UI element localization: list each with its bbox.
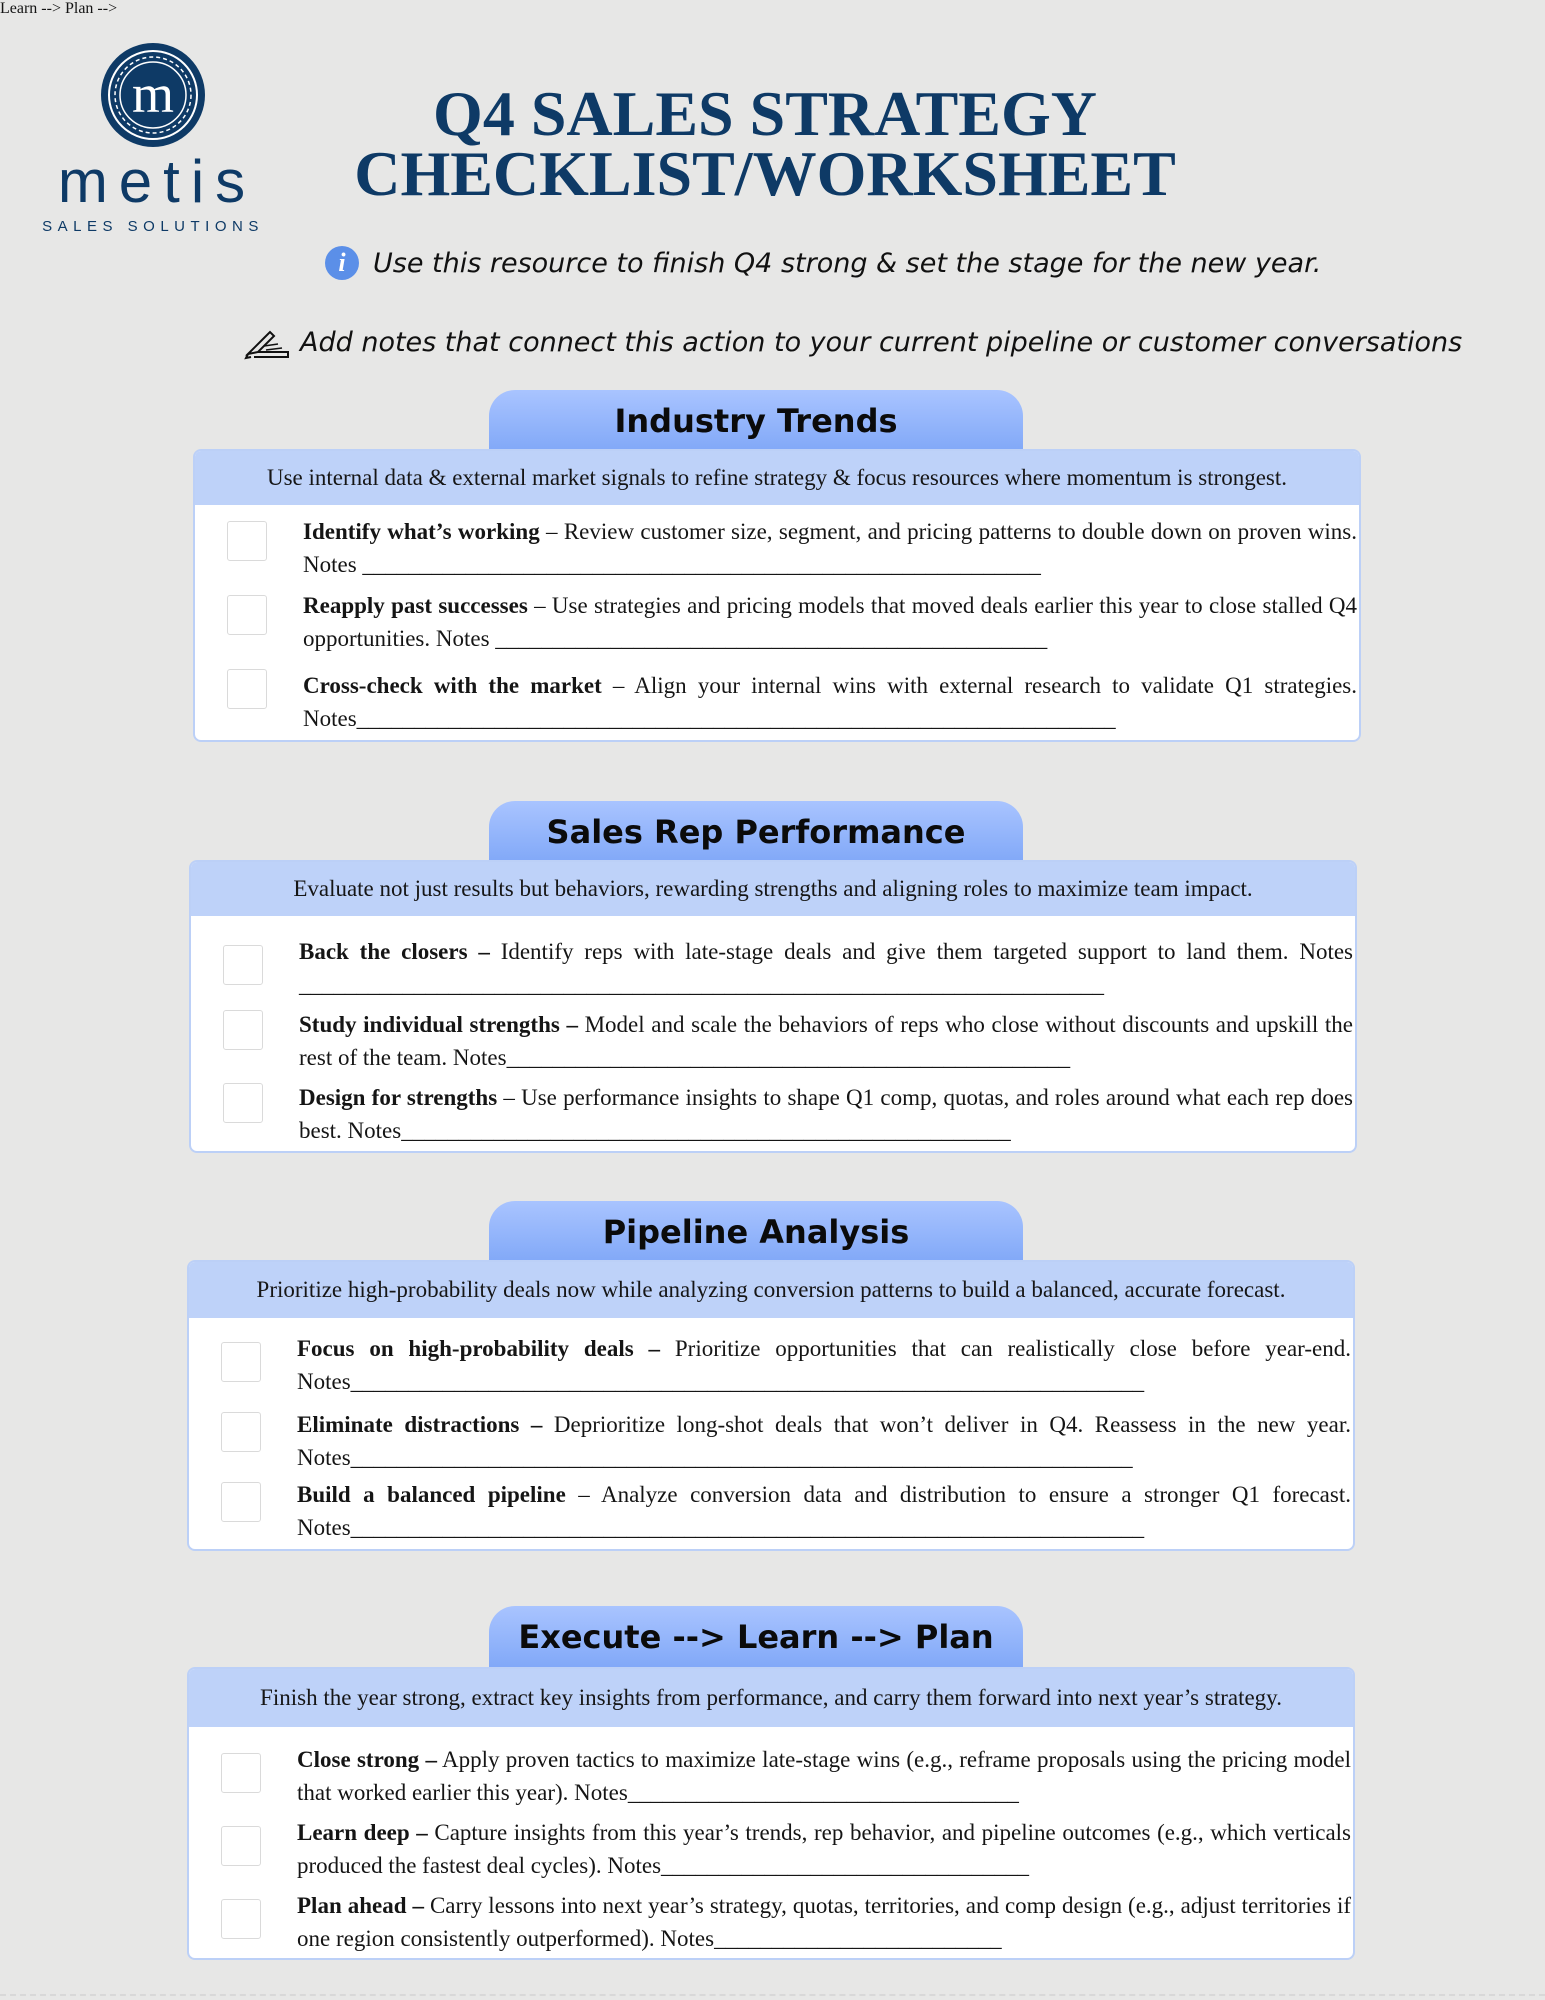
item-text (297, 1408, 1351, 1474)
brand-wordmark: metis (57, 148, 257, 215)
metis-logo (38, 42, 268, 235)
section-description: Finish the year strong, extract key insights from performance, and carry them forward into next year’s strategy. (189, 1669, 1353, 1727)
item-description: Identify reps with late-stage deals and give them targeted support to land them. Notes ______________________________________________________________________ (299, 939, 1353, 997)
svg-text:m: m (131, 64, 175, 124)
item-title: Plan ahead – (297, 1893, 424, 1918)
item-description: – Review customer size, segment, and pricing patterns to double down on proven wins. Notes ___________________________________________________________ (303, 519, 1357, 577)
item-title: Focus on high-probability deals – (297, 1336, 661, 1361)
checkbox[interactable] (227, 521, 267, 561)
checkbox[interactable] (223, 1083, 263, 1123)
section-heading: Industry Trends (489, 390, 1023, 456)
checkbox[interactable] (223, 1010, 263, 1050)
item-title: Eliminate distractions – (297, 1412, 543, 1437)
item-text (299, 1008, 1353, 1074)
section-heading: Sales Rep Performance (489, 801, 1023, 867)
item-description: – Use performance insights to shape Q1 comp, quotas, and roles around what each rep does best. Notes_____________________________________________________ (299, 1085, 1353, 1143)
item-text (299, 935, 1353, 1001)
title-line-2: CHECKLIST/WORKSHEET (354, 138, 1176, 209)
item-title: Cross-check with the market (303, 673, 602, 698)
item-description: Carry lessons into next year’s strategy, quotas, territories, and comp design (e.g., adjust territories if one region consistently outperformed). Notes_________________________ (297, 1893, 1351, 1951)
section-card (193, 449, 1361, 742)
instruction-resource-text: Use this resource to finish Q4 strong & set the stage for the new year. (373, 247, 1322, 279)
item-description: Capture insights from this year’s trends, rep behavior, and pipeline outcomes (e.g., which verticals produced the fastest deal cycles). Notes________________________________ (297, 1820, 1351, 1878)
checkbox[interactable] (227, 595, 267, 635)
checkbox[interactable] (221, 1753, 261, 1793)
instruction-notes (244, 324, 1462, 360)
metis-monogram-icon (100, 42, 206, 148)
section-heading: Execute --> Learn --> Plan (489, 1606, 1023, 1672)
checkbox[interactable] (223, 945, 263, 985)
item-text (297, 1889, 1351, 1955)
info-icon: i (325, 246, 359, 280)
item-text (297, 1743, 1351, 1809)
item-text (303, 515, 1357, 581)
checkbox[interactable] (221, 1482, 261, 1522)
pen-hand-icon (244, 324, 292, 360)
item-text (303, 669, 1357, 735)
item-title: Learn deep – (297, 1820, 428, 1845)
checkbox[interactable] (221, 1412, 261, 1452)
checkbox[interactable] (221, 1342, 261, 1382)
item-text (299, 1081, 1353, 1147)
checkbox[interactable] (227, 669, 267, 709)
title-line-1: Q4 SALES STRATEGY (433, 78, 1097, 149)
section-card (189, 860, 1357, 1153)
instruction-resource (325, 246, 1321, 280)
item-text (297, 1478, 1351, 1544)
item-description: Model and scale the behaviors of reps who close without discounts and upskill the rest of the team. Notes_________________________________________________ (299, 1012, 1353, 1070)
item-title: Back the closers – (299, 939, 490, 964)
item-description: Deprioritize long-shot deals that won’t deliver in Q4. Reassess in the new year. Notes____________________________________________________________________ (297, 1412, 1351, 1470)
section-description: Evaluate not just results but behaviors, rewarding strengths and aligning roles to maximize team impact. (191, 862, 1355, 916)
checkbox[interactable] (221, 1899, 261, 1939)
section-card (187, 1260, 1355, 1551)
item-title: Close strong – (297, 1747, 437, 1772)
item-title: Design for strengths (299, 1085, 498, 1110)
item-title: Build a balanced pipeline (297, 1482, 566, 1507)
section-card (187, 1667, 1355, 1960)
section-heading: Pipeline Analysis (489, 1201, 1023, 1267)
page-title (330, 78, 1200, 209)
item-title: Study individual strengths – (299, 1012, 578, 1037)
item-text (297, 1332, 1351, 1398)
instruction-notes-text: Add notes that connect this action to your current pipeline or customer conversations (300, 326, 1463, 358)
item-description: – Use strategies and pricing models that moved deals earlier this year to close stalled Q4 opportunities. Notes ________________________________________________ (303, 593, 1357, 651)
section-description: Use internal data & external market signals to refine strategy & focus resources where momentum is strongest. (195, 451, 1359, 505)
item-description: – Align your internal wins with external research to validate Q1 strategies. Notes__________________________________________________________________ (303, 673, 1357, 731)
item-text (303, 589, 1357, 655)
page-bottom-divider (0, 1994, 1545, 1996)
item-text (297, 1816, 1351, 1882)
item-description: Prioritize opportunities that can realistically close before year-end. Notes_____________________________________________________________________ (297, 1336, 1351, 1394)
item-title: Reapply past successes (303, 593, 528, 618)
checkbox[interactable] (221, 1826, 261, 1866)
section-description: Prioritize high-probability deals now while analyzing conversion patterns to build a balanced, accurate forecast. (189, 1262, 1353, 1318)
item-title: Identify what’s working (303, 519, 540, 544)
brand-tagline: SALES SOLUTIONS (42, 218, 264, 235)
item-description: Apply proven tactics to maximize late-stage wins (e.g., reframe proposals using the pricing model that worked earlier this year). Notes__________________________________ (297, 1747, 1351, 1805)
item-description: – Analyze conversion data and distribution to ensure a stronger Q1 forecast. Notes_____________________________________________________________________ (297, 1482, 1351, 1540)
